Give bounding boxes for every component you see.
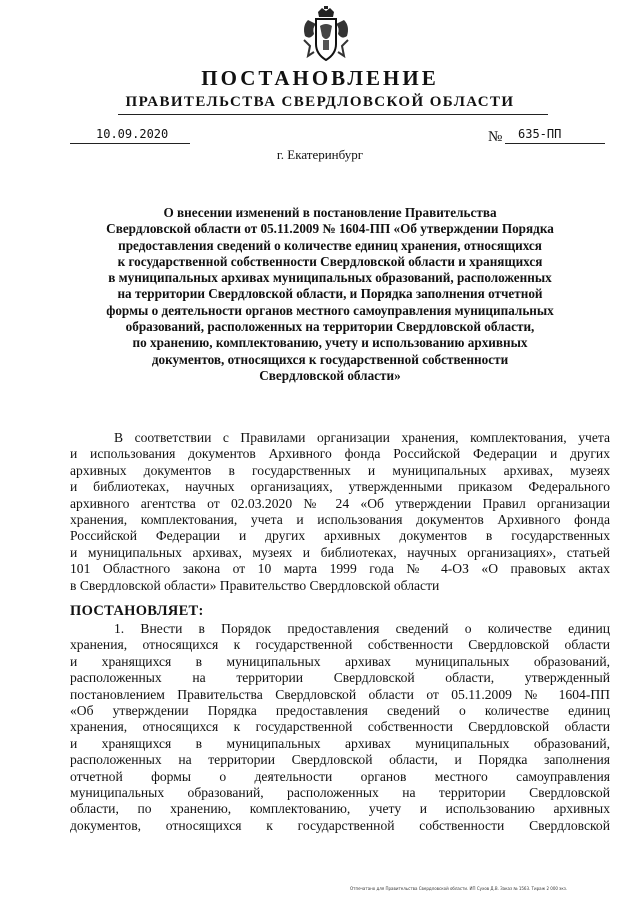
subject-line: в муниципальных архивах муниципальных образований, расположенных: [108, 270, 552, 286]
subject-line: Свердловской области»: [259, 367, 401, 383]
subject-line: предоставления сведений о количестве единиц хранения, относящихся: [118, 237, 542, 253]
body-line: 1. Внести в Порядок предоставления сведений о количестве единиц: [114, 621, 610, 636]
number-sign: №: [488, 129, 503, 145]
date-underline: [70, 143, 190, 144]
body-line: хранения, относящихся к государственной собственности Свердловской области: [70, 719, 610, 735]
subject-line: О внесении изменений в постановление Правительства: [163, 205, 497, 220]
document-subject: [60, 205, 600, 384]
body-line: архивного агентства от 02.03.2020 № 24 «Об утверждении Правил организации: [70, 495, 610, 511]
body-line: и использования документов Архивного фонда Российской Федерации и других: [70, 446, 610, 462]
body-line: документов, относящихся к государственной собственности Свердловской: [70, 817, 610, 833]
coat-of-arms-icon: [300, 6, 352, 64]
body-line: и хранящихся в муниципальных архивах муниципальных образований,: [70, 653, 610, 669]
subject-line: на территории Свердловской области, и Порядка заполнения отчетной: [117, 286, 543, 302]
decree-word: ПОСТАНОВЛЯЕТ:: [70, 603, 204, 619]
body-line: Российской Федерации и других архивных документов в государственных: [70, 528, 610, 544]
body-line: в Свердловской области» Правительство Свердловской области: [70, 577, 440, 593]
body-line: «Об утверждении Порядка предоставления сведений о количестве единиц: [70, 703, 610, 719]
document-subtitle: ПРАВИТЕЛЬСТВА СВЕРДЛОВСКОЙ ОБЛАСТИ: [125, 94, 515, 110]
body-line: и хранящихся в муниципальных архивах муниципальных образований,: [70, 735, 610, 751]
body-line: и муниципальных архивах, музеях и библиотеках, научных организациях», статьей: [70, 544, 610, 560]
body-line: расположенных на территории Свердловской области, и Порядка заполнения: [70, 752, 610, 768]
subject-line: формы о деятельности органов местного самоуправления муниципальных: [106, 302, 554, 318]
subject-line: к государственной собственности Свердловской области и хранящихся: [117, 253, 543, 269]
subject-line: документов, относящихся к государственной собственности: [151, 351, 509, 367]
body-line: В соответствии с Правилами организации хранения, комплектования, учета: [114, 430, 610, 445]
body-line: отчетной формы о деятельности органов местного самоуправления: [70, 768, 610, 784]
body-line: расположенных на территории Свердловской области, утвержденный: [70, 670, 610, 686]
item-1-paragraph: [70, 621, 610, 834]
document-number: 635-ПП: [518, 127, 562, 141]
print-footer: Отпечатано для Правительства Свердловской области. ИП Сухов Д.В. Заказ № 1563. Тираж 2 000 экз.: [350, 886, 568, 891]
body-line: архивных документов в государственных и муниципальных архивах, музеях: [70, 462, 610, 478]
document-title: ПОСТАНОВЛЕНИЕ: [201, 66, 439, 90]
body-line: хранения, комплектования, учета и использования документов Архивного фонда: [70, 512, 610, 528]
body-line: 101 Областного закона от 10 марта 1999 года № 4-ОЗ «О правовых актах: [70, 561, 610, 577]
body-line: области, по хранению, комплектованию, учету и использованию архивных: [70, 801, 610, 817]
number-underline: [505, 143, 605, 144]
subject-line: Свердловской области от 05.11.2009 № 1604-ПП «Об утверждении Порядка: [106, 221, 554, 237]
header-divider: [118, 114, 548, 115]
document-city: г. Екатеринбург: [276, 147, 364, 162]
body-line: муниципальных образований, расположенных на территории Свердловской: [70, 785, 610, 801]
preamble-paragraph: [70, 430, 610, 594]
body-line: и библиотеках, научных организациях, утвержденными приказом Федерального: [70, 479, 610, 495]
subject-line: образований, расположенных на территории Свердловской области,: [125, 319, 535, 335]
body-line: хранения, относящихся к государственной собственности Свердловской области: [70, 637, 610, 653]
body-line: постановлением Правительства Свердловской области от 05.11.2009 № 1604-ПП: [70, 686, 610, 702]
document-date: 10.09.2020: [96, 127, 169, 141]
subject-line: по хранению, комплектованию, учету и использованию архивных: [132, 335, 528, 351]
